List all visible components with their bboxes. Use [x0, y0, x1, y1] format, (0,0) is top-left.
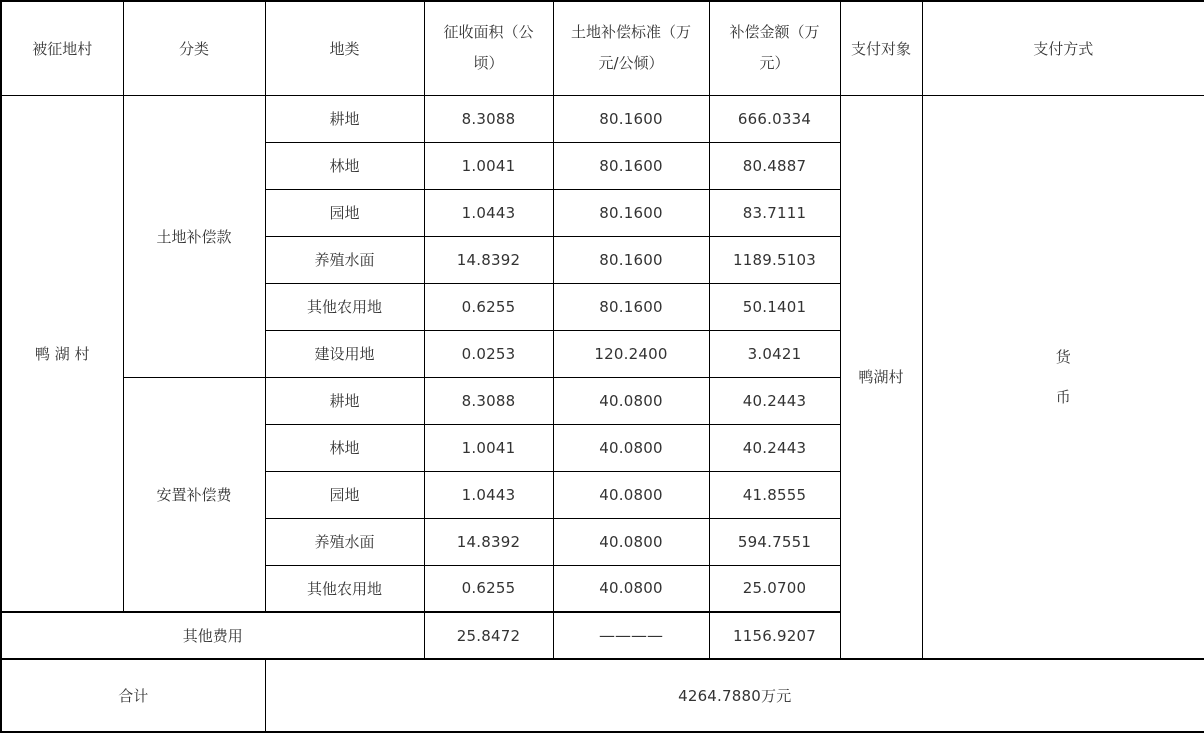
- area-cell: 14.8392: [424, 518, 553, 565]
- other-fees-amount-cell: 1156.9207: [709, 612, 840, 659]
- amount-cell: 666.0334: [709, 95, 840, 142]
- land-type-cell: 养殖水面: [265, 518, 424, 565]
- total-label-cell: 合计: [1, 659, 265, 732]
- header-amount-line2: 元）: [759, 54, 790, 73]
- standard-cell: 40.0800: [553, 424, 709, 471]
- area-cell: 1.0443: [424, 189, 553, 236]
- land-type-cell: 园地: [265, 189, 424, 236]
- standard-cell: 40.0800: [553, 565, 709, 612]
- amount-cell: 83.7111: [709, 189, 840, 236]
- amount-cell: 80.4887: [709, 142, 840, 189]
- area-cell: 14.8392: [424, 236, 553, 283]
- land-type-cell: 林地: [265, 424, 424, 471]
- header-cell-standard: [553, 1, 709, 95]
- header-area-line1: 征收面积（公: [443, 23, 534, 42]
- land-type-cell: 其他农用地: [265, 565, 424, 612]
- standard-cell: 40.0800: [553, 471, 709, 518]
- payment-method-line1: 货: [1055, 347, 1071, 366]
- land-type-cell: 耕地: [265, 377, 424, 424]
- amount-cell: 40.2443: [709, 377, 840, 424]
- section-label-resettlement: 安置补偿费: [123, 377, 265, 612]
- other-fees-label-cell: 其他费用: [1, 612, 424, 659]
- header-area-line2: 顷）: [473, 54, 504, 73]
- standard-cell: 80.1600: [553, 283, 709, 330]
- land-type-cell: 园地: [265, 471, 424, 518]
- village-cell: 鸭 湖 村: [1, 95, 123, 612]
- land-type-cell: 养殖水面: [265, 236, 424, 283]
- table-header-row: [1, 1, 1204, 95]
- header-cell-area: [424, 1, 553, 95]
- payment-method-cell: [922, 95, 1204, 659]
- area-cell: 1.0041: [424, 142, 553, 189]
- header-cell-land-type: 地类: [265, 1, 424, 95]
- header-cell-village: 被征地村: [1, 1, 123, 95]
- area-cell: 0.6255: [424, 283, 553, 330]
- other-fees-standard-cell: [553, 612, 709, 659]
- total-row: [1, 659, 1204, 732]
- land-type-cell: 其他农用地: [265, 283, 424, 330]
- land-type-cell: 建设用地: [265, 330, 424, 377]
- area-cell: 8.3088: [424, 95, 553, 142]
- amount-cell: 50.1401: [709, 283, 840, 330]
- amount-cell: 1189.5103: [709, 236, 840, 283]
- amount-cell: 3.0421: [709, 330, 840, 377]
- amount-cell: 41.8555: [709, 471, 840, 518]
- header-standard-line1: 土地补偿标准（万: [570, 23, 691, 42]
- standard-cell: 80.1600: [553, 189, 709, 236]
- dash-placeholder: ————: [599, 626, 663, 645]
- area-cell: 1.0443: [424, 471, 553, 518]
- header-cell-payment-method: 支付方式: [922, 1, 1204, 95]
- header-standard-line2: 元/公倾）: [598, 54, 664, 73]
- amount-cell: 594.7551: [709, 518, 840, 565]
- total-value-cell: 4264.7880万元: [265, 659, 1204, 732]
- area-cell: 0.0253: [424, 330, 553, 377]
- standard-cell: 80.1600: [553, 95, 709, 142]
- payment-method-line2: 币: [1055, 387, 1071, 406]
- area-cell: 8.3088: [424, 377, 553, 424]
- land-type-cell: 耕地: [265, 95, 424, 142]
- header-cell-amount: [709, 1, 840, 95]
- header-cell-payee: 支付对象: [840, 1, 922, 95]
- amount-cell: 40.2443: [709, 424, 840, 471]
- standard-cell: 40.0800: [553, 377, 709, 424]
- standard-cell: 40.0800: [553, 518, 709, 565]
- area-cell: 0.6255: [424, 565, 553, 612]
- standard-cell: 120.2400: [553, 330, 709, 377]
- area-cell: 1.0041: [424, 424, 553, 471]
- other-fees-area-cell: 25.8472: [424, 612, 553, 659]
- section-label-land-compensation: 土地补偿款: [123, 95, 265, 377]
- header-amount-line1: 补偿金额（万: [729, 23, 820, 42]
- standard-cell: 80.1600: [553, 142, 709, 189]
- standard-cell: 80.1600: [553, 236, 709, 283]
- land-type-cell: 林地: [265, 142, 424, 189]
- amount-cell: 25.0700: [709, 565, 840, 612]
- header-cell-category: 分类: [123, 1, 265, 95]
- payee-cell: 鸭湖村: [840, 95, 922, 659]
- table-row: [1, 95, 1204, 142]
